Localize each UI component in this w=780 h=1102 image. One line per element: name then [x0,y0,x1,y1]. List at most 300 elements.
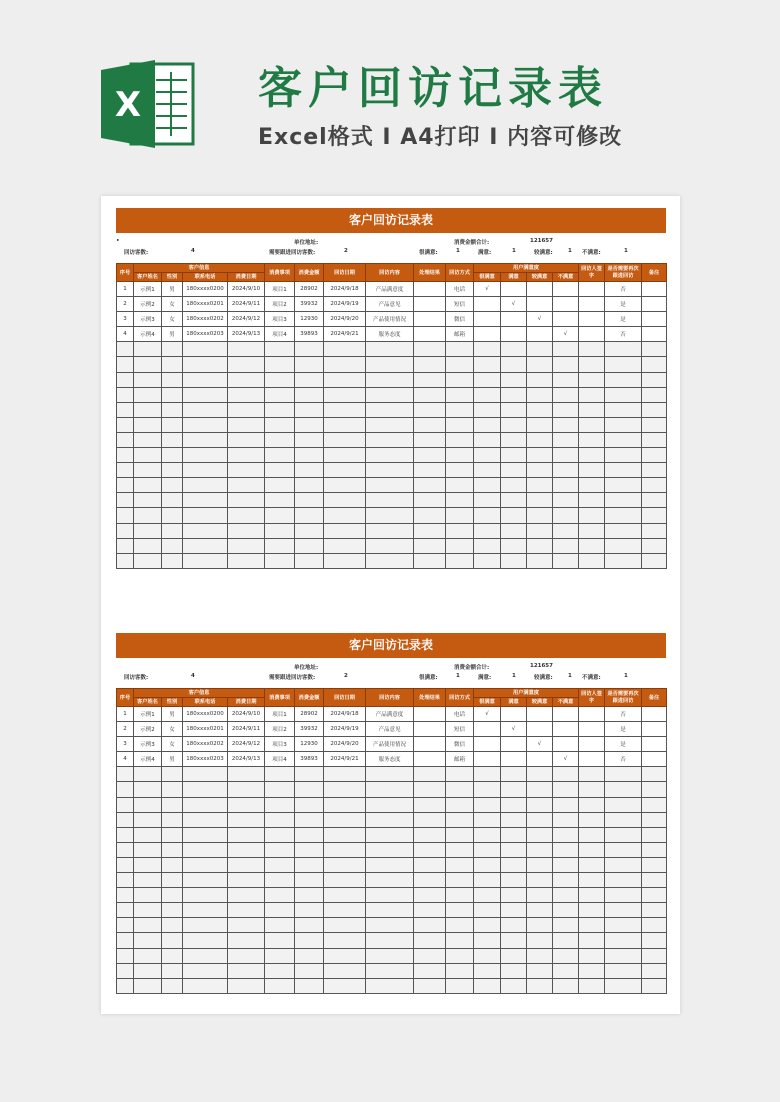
table-cell: 2 [117,297,134,312]
table-cell [605,903,642,918]
table-cell [366,508,414,523]
table-cell: 2024/9/13 [228,327,265,342]
table-row-empty [117,493,667,508]
table-cell [366,402,414,417]
table-cell [366,342,414,357]
table-cell [553,948,579,963]
table-cell [265,857,295,872]
table-cell [414,387,446,402]
table-cell: 产品意见 [366,722,414,737]
table-cell [183,523,228,538]
table-cell [414,282,446,297]
table-cell: 女 [162,722,183,737]
table-cell [228,903,265,918]
table-cell [366,782,414,797]
table-cell [605,417,642,432]
table-cell [134,372,162,387]
table-cell [162,827,183,842]
table-cell [579,827,605,842]
table-cell [605,782,642,797]
table-cell [605,372,642,387]
table-cell: 2024/9/20 [324,312,366,327]
table-cell [501,508,527,523]
table-cell: 示例1 [134,282,162,297]
table-cell [162,463,183,478]
table-cell [579,812,605,827]
table-cell [295,402,324,417]
table-cell [553,722,579,737]
table-cell [553,737,579,752]
table-cell [605,432,642,447]
table-cell [642,432,667,447]
table-row-empty [117,978,667,993]
table-cell: 2024/9/18 [324,282,366,297]
table-cell [527,797,553,812]
table-cell [605,767,642,782]
table-cell [553,297,579,312]
paper-sheet [101,196,680,1014]
table-row [117,327,667,342]
table-cell [295,918,324,933]
table-cell [553,312,579,327]
table-cell [446,448,474,463]
table-cell [605,342,642,357]
table-cell [446,842,474,857]
table-cell [579,888,605,903]
table-cell [501,797,527,812]
table-cell [474,737,501,752]
table-cell [228,767,265,782]
sheet-title: 客户回访记录表 [116,208,666,233]
table-cell: 2024/9/19 [324,722,366,737]
table-cell [134,357,162,372]
table-cell [265,402,295,417]
table-cell [162,357,183,372]
table-cell [501,553,527,568]
table-cell: √ [527,737,553,752]
table-cell [366,933,414,948]
table-row-empty [117,387,667,402]
table-cell: 否 [605,327,642,342]
table-cell: 项目2 [265,722,295,737]
table-cell [605,873,642,888]
table-cell [324,842,366,857]
table-cell [295,357,324,372]
table-cell: 产品使用情况 [366,737,414,752]
table-cell [446,538,474,553]
table-cell [265,417,295,432]
table-cell [642,523,667,538]
table-cell [579,963,605,978]
table-cell [474,312,501,327]
table-cell [553,493,579,508]
table-cell [414,767,446,782]
table-row-empty [117,812,667,827]
table-cell [265,372,295,387]
table-cell [366,523,414,538]
table-cell: 产品满意度 [366,282,414,297]
table-cell [228,933,265,948]
table-cell: 女 [162,312,183,327]
table-cell [414,342,446,357]
table-cell [474,387,501,402]
table-cell [265,978,295,993]
table-cell: 12930 [295,737,324,752]
table-cell [414,432,446,447]
table-cell [183,463,228,478]
table-cell [366,357,414,372]
table-cell [605,812,642,827]
table-cell [324,357,366,372]
table-cell [501,842,527,857]
table-cell [501,372,527,387]
table-cell: 微信 [446,312,474,327]
table-cell: 39893 [295,327,324,342]
table-cell [324,963,366,978]
table-row-empty [117,538,667,553]
table-cell [265,782,295,797]
table-cell [295,372,324,387]
table-cell: 短信 [446,297,474,312]
table-cell [579,767,605,782]
table-cell: 180xxxx0202 [183,312,228,327]
table-cell [553,372,579,387]
table-cell [134,782,162,797]
table-cell: 2024/9/10 [228,707,265,722]
table-cell [501,782,527,797]
table-cell [414,782,446,797]
table-row-empty [117,827,667,842]
table-cell [117,478,134,493]
table-cell [501,463,527,478]
table-cell [324,342,366,357]
table-cell [295,493,324,508]
table-cell [553,873,579,888]
table-cell [501,857,527,872]
table-cell [474,797,501,812]
table-cell [605,553,642,568]
page-subtitle: Excel格式 I A4打印 I 内容可修改 [258,125,623,150]
table-cell [134,402,162,417]
table-cell [366,963,414,978]
table-cell [527,752,553,767]
table-row [117,752,667,767]
table-cell [553,417,579,432]
table-cell [228,978,265,993]
table-row-empty [117,873,667,888]
table-cell [117,978,134,993]
table-cell [366,873,414,888]
table-cell [605,463,642,478]
table-row-empty [117,553,667,568]
table-cell: 示例2 [134,722,162,737]
table-cell: √ [474,282,501,297]
table-cell [527,297,553,312]
table-cell [228,478,265,493]
table-cell: 2024/9/12 [228,737,265,752]
table-cell [501,417,527,432]
table-cell [527,282,553,297]
table-cell [501,918,527,933]
table-row-empty [117,888,667,903]
table-cell [501,448,527,463]
table-cell [295,448,324,463]
table-cell [265,888,295,903]
table-cell [134,948,162,963]
table-cell [474,508,501,523]
table-cell [295,963,324,978]
table-cell [134,523,162,538]
table-cell [162,963,183,978]
table-cell [642,493,667,508]
table-cell [642,282,667,297]
table-cell [183,432,228,447]
table-cell [642,752,667,767]
table-cell [366,903,414,918]
table-cell: 2024/9/21 [324,327,366,342]
table-cell [501,812,527,827]
table-cell: 2024/9/10 [228,282,265,297]
table-cell [446,493,474,508]
table-cell [414,737,446,752]
table-cell [446,888,474,903]
table-body [117,707,667,994]
table-cell: 180xxxx0200 [183,282,228,297]
table-cell [117,553,134,568]
table-cell [228,782,265,797]
table-cell [527,888,553,903]
table-cell [642,918,667,933]
table-cell [642,463,667,478]
table-cell [414,417,446,432]
table-cell: √ [527,312,553,327]
table-cell [414,978,446,993]
table-cell [117,857,134,872]
table-cell [501,767,527,782]
table-row-empty [117,372,667,387]
table-cell [228,948,265,963]
table-cell [605,933,642,948]
table-cell [553,767,579,782]
table-cell [527,827,553,842]
table-row-empty [117,918,667,933]
table-cell: 28902 [295,282,324,297]
table-cell [183,387,228,402]
table-cell [579,752,605,767]
table-cell [324,857,366,872]
table-cell [134,978,162,993]
table-cell [366,387,414,402]
table-cell [553,553,579,568]
table-cell [446,372,474,387]
table-cell [579,523,605,538]
table-cell [579,312,605,327]
table-cell [324,402,366,417]
table-cell [162,933,183,948]
table-cell [183,538,228,553]
table-cell [414,493,446,508]
table-cell: 12930 [295,312,324,327]
table-cell: 2024/9/21 [324,752,366,767]
table-cell [228,508,265,523]
table-cell [366,948,414,963]
table-cell: √ [474,707,501,722]
table-cell [162,978,183,993]
table-cell [642,873,667,888]
table-cell [265,948,295,963]
table-cell [414,707,446,722]
table-row-empty [117,933,667,948]
table-cell [446,417,474,432]
table-cell [446,767,474,782]
table-cell: 男 [162,282,183,297]
table-cell [228,432,265,447]
table-row-empty [117,842,667,857]
table-cell [501,933,527,948]
table-cell: 4 [117,752,134,767]
table-cell [162,478,183,493]
table-cell: 是 [605,297,642,312]
table-cell [162,508,183,523]
table-cell [295,463,324,478]
table-cell [501,873,527,888]
table-cell [324,417,366,432]
table-cell [579,842,605,857]
table-cell [553,448,579,463]
table-cell [162,493,183,508]
table-row [117,722,667,737]
table-cell [295,857,324,872]
table-cell [501,948,527,963]
table-cell [579,707,605,722]
table-row-empty [117,402,667,417]
record-sheet-2 [116,633,666,994]
table-cell [527,372,553,387]
table-cell [183,873,228,888]
table-cell [501,752,527,767]
table-cell [474,933,501,948]
table-cell [265,797,295,812]
table-cell [228,372,265,387]
table-cell [501,707,527,722]
table-cell [134,553,162,568]
table-row-empty [117,508,667,523]
table-cell [366,797,414,812]
table-cell [642,312,667,327]
table-cell [527,342,553,357]
table-cell [295,948,324,963]
table-cell [579,782,605,797]
table-cell [183,767,228,782]
table-cell [117,827,134,842]
table-cell [134,387,162,402]
table-cell [501,357,527,372]
table-cell [117,933,134,948]
table-cell [117,448,134,463]
table-cell [414,463,446,478]
table-cell [162,417,183,432]
table-cell [324,767,366,782]
table-cell [295,523,324,538]
table-cell [117,782,134,797]
table-row-empty [117,767,667,782]
table-cell [295,888,324,903]
table-cell [474,752,501,767]
table-cell [446,797,474,812]
table-row [117,707,667,722]
table-cell [446,357,474,372]
table-cell [295,797,324,812]
table-cell [527,538,553,553]
table-cell [527,963,553,978]
table-cell [228,857,265,872]
table-cell [474,857,501,872]
table-cell [134,478,162,493]
table-cell: 1 [117,707,134,722]
table-cell: 示例4 [134,327,162,342]
table-cell [265,342,295,357]
table-cell [117,903,134,918]
table-cell [605,842,642,857]
table-cell [642,842,667,857]
table-cell [265,448,295,463]
table-cell: 2024/9/18 [324,707,366,722]
table-cell: 示例2 [134,297,162,312]
table-cell [183,508,228,523]
table-cell [162,903,183,918]
table-cell [446,478,474,493]
table-cell [527,978,553,993]
table-cell [228,342,265,357]
table-cell [183,417,228,432]
table-cell [579,342,605,357]
table-cell [605,523,642,538]
table-cell [265,903,295,918]
table-cell [501,903,527,918]
table-cell [501,432,527,447]
table-cell [527,523,553,538]
table-cell: 项目3 [265,312,295,327]
record-sheet-1 [116,208,666,569]
table-cell: 否 [605,752,642,767]
table-cell [117,873,134,888]
table-cell [366,842,414,857]
table-row-empty [117,478,667,493]
table-cell [134,432,162,447]
table-cell [183,797,228,812]
table-cell [324,797,366,812]
table-cell [642,478,667,493]
table-cell: 是 [605,312,642,327]
table-cell [134,508,162,523]
table-cell [324,493,366,508]
table-row-empty [117,523,667,538]
table-cell [642,737,667,752]
table-cell [446,387,474,402]
table-cell [117,417,134,432]
table-cell [474,417,501,432]
table-cell [553,342,579,357]
table-cell [605,978,642,993]
table-cell [366,493,414,508]
table-row-empty [117,857,667,872]
table-cell [605,508,642,523]
table-cell [527,508,553,523]
table-row-empty [117,357,667,372]
table-cell [162,812,183,827]
table-cell [553,903,579,918]
table-cell [117,888,134,903]
